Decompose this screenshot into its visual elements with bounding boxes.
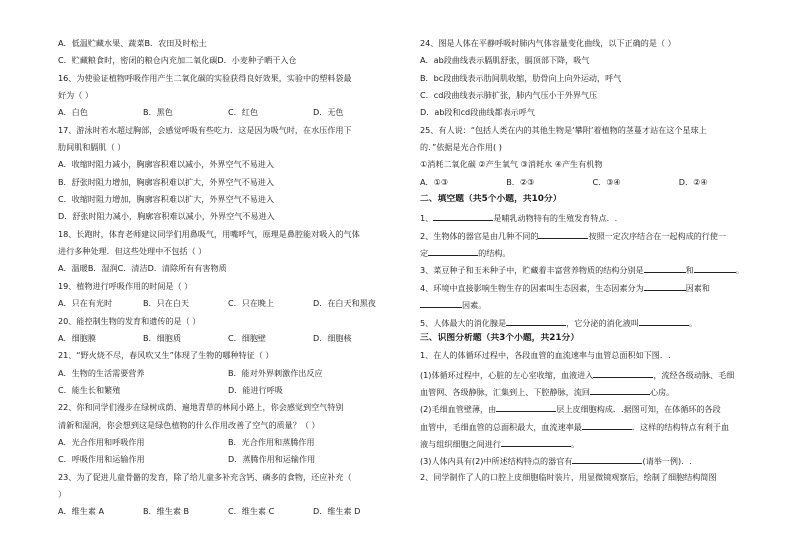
q25-options	[420, 177, 765, 194]
q19-option-a: A．只在有光时	[58, 298, 113, 309]
q22-options-cd	[58, 454, 398, 471]
q15-options-cd: C．贮藏粮食时，密闭的粮仓内充加二氧化碳D．小麦种子晒干入仓	[58, 55, 297, 66]
q16-option-a: A．白色	[58, 107, 88, 118]
q25-option-b: B．②③	[506, 176, 535, 187]
analysis-q1-part2-line1: (2)毛细血管壁薄，由 层上皮细胞构成．.据图可知，在体循环的各段	[420, 404, 721, 415]
q23-options	[58, 506, 398, 523]
q17-option-c: C．收缩时阻力增加，胸廓容积难以扩大，外界空气不易进入	[58, 194, 275, 205]
q25-option-a: A．①③	[420, 176, 449, 187]
left-column	[58, 38, 398, 524]
analysis-q1-stem: 1、在人的体循环过程中，各段血管的血流速率与血管总面积如下图．.	[420, 350, 671, 361]
q21-option-c: C．能生长和繁殖	[58, 384, 121, 395]
q23-option-a: A．维生素 A	[58, 506, 105, 517]
q18-stem-2: 进行多种处理．但这些处理中不包括（ ）	[58, 246, 207, 257]
q19-option-b: B．只在白天	[143, 298, 190, 309]
fill-q5-blank-2[interactable]	[639, 316, 689, 326]
q22-option-a: A．光合作用和呼吸作用	[58, 436, 145, 447]
fill-q3-blank-2[interactable]	[694, 263, 736, 273]
q22-options-ab	[58, 437, 398, 454]
fill-q5: 5、人体最大的消化腺是 ，它分泌的消化液叫 。	[420, 317, 698, 328]
analysis-q2-stem: 2、同学制作了人的口腔上皮细胞临时装片，用显微镜观察后，绘制了细胞结构简图	[420, 471, 717, 482]
q22-option-d: D．蒸腾作用和运输作用	[228, 454, 316, 465]
q20-stem: 20、能控制生物的发育和遗传的是（ ）	[58, 315, 201, 326]
fill-q2-line2: 定 的结构。	[420, 248, 511, 259]
fill-q3: 3、菜豆种子和玉米种子中，贮藏着丰富营养物质的结构分别是 和 。	[420, 265, 744, 276]
q20-option-c: C．细胞壁	[228, 332, 267, 343]
q18-stem-1: 18、长跑时，体育老师建议同学们用鼻吸气，用嘴呼气，原理是鼻腔能对吸入的气体	[58, 228, 360, 239]
analysis-blank-5[interactable]	[501, 437, 571, 447]
analysis-q1-part2-line2: 血管中，毛细血管的总面积最大，血流速率最 ．这样的结构特点有利于血	[420, 421, 730, 432]
fill-q4-blank-1[interactable]	[644, 281, 686, 291]
fill-q3-blank-1[interactable]	[644, 263, 686, 273]
q23-option-d: D．维生素 D	[313, 506, 361, 517]
q21-option-d: D．能进行呼吸	[228, 384, 283, 395]
q19-stem: 19、植物进行呼吸作用的时间是（ ）	[58, 280, 193, 291]
q23-stem-2: ）	[58, 488, 67, 499]
q17-option-b: B．舒张时阻力增加，胸廓容积难以扩大，外界空气不易进入	[58, 176, 274, 187]
fill-q2-blank-2[interactable]	[428, 246, 478, 256]
fill-q5-blank-1[interactable]	[506, 316, 566, 326]
q25-stem-1: 25、有人说：“包括人类在内的其他生物是‘攀附’着植物的茎蔓才站在这个星球上	[420, 124, 707, 135]
q25-option-c: C．③④	[592, 176, 621, 187]
fill-q4-line2: 因素。	[420, 298, 765, 315]
q23-option-c: C．维生素 C	[228, 506, 275, 517]
q20-option-a: A．细胞膜	[58, 332, 96, 343]
q25-option-d: D．②④	[678, 176, 708, 187]
q22-option-b: B．光合作用和蒸腾作用	[228, 436, 315, 447]
q24-option-c: C．cd段曲线表示肺扩张，肺内气压小于外界气压	[420, 90, 598, 101]
analysis-blank-4[interactable]	[582, 420, 632, 430]
q24-option-d: D．ab段和cd段曲线都表示呼气	[420, 107, 535, 118]
q20-option-d: D．细胞核	[313, 332, 352, 343]
q23-option-b: B．维生素 B	[143, 506, 190, 517]
fill-q4-line1: 4、环境中直接影响生物生存的因素叫生态因素，生态因素分为 因素和	[420, 282, 710, 293]
q25-stem-2: 的．”依据是光合作用( )	[420, 142, 502, 153]
q16-option-d: D．无色	[313, 107, 344, 118]
q24-option-a: A．ab段曲线表示膈肌舒张，膈顶部下降，吸气	[420, 55, 590, 66]
section-fill-blank-heading: 二、填空题（共5个小题，共10分）	[420, 194, 562, 205]
q22-stem-1: 22、你和同学们漫步在绿树成荫、遍地青草的林间小路上，你会感觉到空气特别	[58, 402, 344, 413]
right-column	[420, 38, 765, 489]
q16-stem-1: 16、为使验证植物呼吸作用产生二氧化碳的实验获得良好效果，实验中的塑料袋最	[58, 72, 352, 83]
q21-option-b: B．能对外界刺激作出反应	[228, 367, 323, 378]
q16-stem-2: 好为（ ）	[58, 90, 93, 101]
q20-option-b: B．细胞质	[143, 332, 181, 343]
q21-options-cd	[58, 385, 398, 402]
q24-stem: 24、图是人体在平静呼吸时肺内气体容量变化曲线，以下正确的是（ ）	[420, 38, 676, 48]
fill-q2-line1: 2、生物体的器官是由几种不同的 按照一定次序结合在一起构成的行使一	[420, 230, 727, 241]
analysis-blank-1[interactable]	[593, 368, 653, 378]
q21-option-a: A．生物的生活需要营养	[58, 367, 145, 378]
analysis-blank-6[interactable]	[572, 454, 642, 464]
q19-option-c: C．只在晚上	[228, 298, 275, 309]
q17-option-a: A．收缩时阻力减小，胸廓容积难以减小，外界空气不易进入	[58, 159, 274, 170]
q17-option-d: D．舒张时阻力减小，胸廓容积难以减小，外界空气不易进入	[58, 211, 275, 222]
fill-q1-blank[interactable]	[433, 211, 493, 221]
q25-statements: ①消耗二氧化碳 ②产生氧气 ③消耗水 ④产生有机物	[420, 159, 603, 170]
fill-q4-blank-2[interactable]	[420, 298, 462, 308]
section-figure-analysis-heading: 三、识图分析题（共3个小题，共21分）	[420, 332, 580, 343]
analysis-q1-part1-line2: 血管网、各级静脉，汇集到上、下腔静脉，流回 心房。	[420, 386, 675, 397]
q22-stem-2: 清新和湿润，你会想到这是绿色植物的什么作用改善了空气的质量？（ ）	[58, 419, 320, 430]
q24-option-b: B．bc段曲线表示肋间肌收缩，肋骨向上向外运动，呼气	[420, 72, 622, 83]
q16-option-c: C．红色	[228, 107, 258, 118]
analysis-q1-part1-line1: (1)体循环过程中，心脏的左心室收缩，血液进入 ，流经各级动脉、毛细	[420, 369, 735, 380]
q21-stem: 21、“野火烧不尽，春风吹又生”体现了生物的哪种特征（ ）	[58, 350, 274, 361]
q16-options	[58, 107, 398, 124]
q22-option-c: C．呼吸作用和运输作用	[58, 454, 145, 465]
q21-options-ab	[58, 368, 398, 385]
q17-stem-2: 肋间肌和膈肌（ ）	[58, 142, 126, 153]
analysis-blank-3[interactable]	[496, 402, 556, 412]
q20-options	[58, 333, 398, 350]
q15-options-ab: A．低温贮藏水果、蔬菜B．农田及时松土	[58, 38, 207, 48]
analysis-q1-part2-line3: 液与组织细胞之间进行 。	[420, 438, 580, 449]
q19-option-d: D．在白天和黑夜	[313, 298, 376, 309]
q19-options	[58, 298, 398, 315]
fill-q2-blank-1[interactable]	[538, 229, 588, 239]
q17-stem-1: 17、游泳时若水超过胸部，会感觉呼吸有些吃力．这是因为吸气时，在水压作用下	[58, 124, 352, 135]
q18-options: A．温暖B．湿润C．清洁D．清除所有有害物质	[58, 263, 227, 274]
q23-stem-1: 23、为了促进儿童骨骼的发育，除了给儿童多补充含钙、磷多的食物，还应补充（	[58, 471, 352, 482]
fill-q1: 1、 是哺乳动物特有的生殖发育特点．.	[420, 213, 618, 224]
q16-option-b: B．黑色	[143, 107, 173, 118]
analysis-q1-part3: (3)人体内具有(2)中所述结构特点的器官有 (请举一例)．.	[420, 456, 692, 467]
analysis-blank-2[interactable]	[590, 385, 650, 395]
